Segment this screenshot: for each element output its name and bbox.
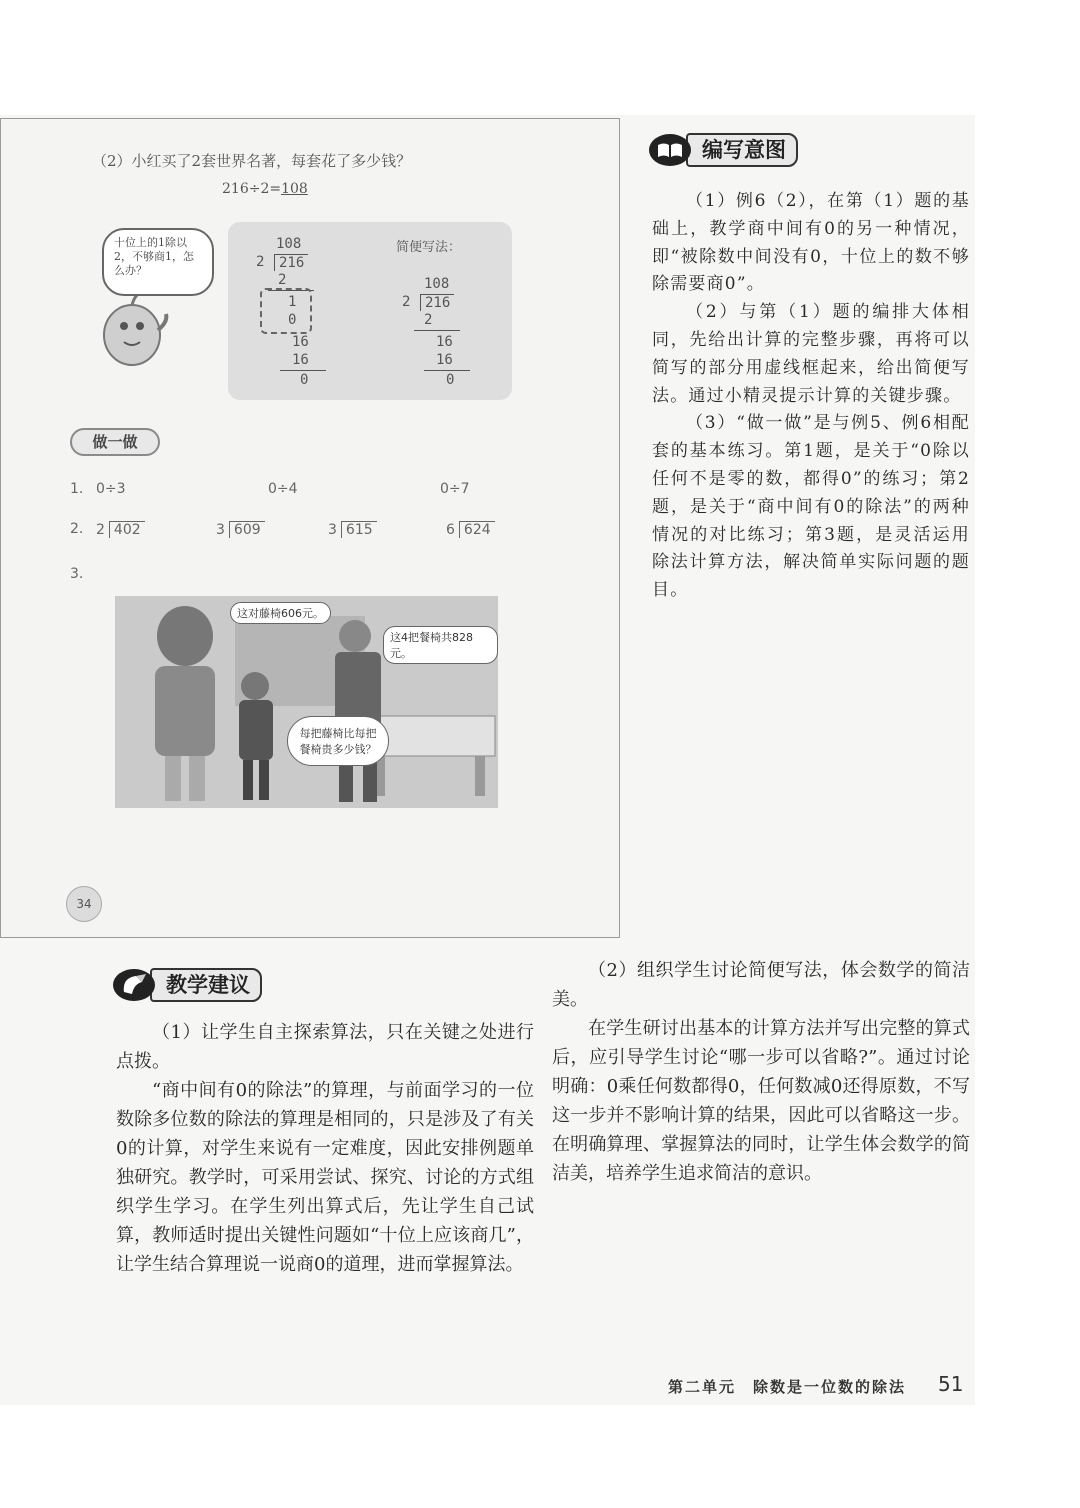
footer-page-number: 51 [938,1372,964,1396]
suggestion-left-column [116,1018,534,1279]
full-step-5: 16 [292,352,309,368]
short-method-title: 简便写法： [396,240,462,255]
sprite-hint-bubble: 十位上的1除以2，不够商1，怎么办？ [102,228,214,296]
calculation-box [228,222,512,400]
intent-paragraph: （2）与第（1）题的编排大体相同，先给出计算的完整步骤，再将可以简写的部分用虚线框起来，给出简便写法。通过小精灵提示计算的关键步骤。 [652,302,970,406]
equation-answer: 108 [281,181,308,197]
short-step-4: 0 [446,372,455,388]
question-2-equation [222,181,308,197]
suggestion-right-column [552,956,970,1188]
exercise-2-item: 3 609 [216,521,265,538]
short-step-3: 16 [436,352,453,368]
suggestion-paragraph: （2）组织学生讨论简便写法，体会数学的简洁美。 [552,960,970,1010]
intent-paragraph: （3）“做一做”是与例5、例6相配套的基本练习。第1题，是关于“0除以任何不是零的数，都得0”的练习；第2题，是关于“商中间有0的除法”的两种情况的对比练习；第3题，是灵活运用除法计算方法，解决简单实际问题的题目。 [652,413,970,601]
exercise-1-item: 0÷7 [440,481,470,497]
exercise-1-number: 1. [70,481,84,497]
short-divisor: 2 [402,294,411,310]
footer-unit-title: 第二单元 除数是一位数的除法 [668,1378,907,1396]
full-step-1: 2 [278,272,287,288]
exercise-2-item: 3 615 [328,521,377,538]
scene-speech-bubble: 这4把餐椅共828元。 [383,626,498,664]
full-quotient: 108 [276,236,302,252]
suggestion-paragraph: （1）让学生自主探索算法，只在关键之处进行点拨。 [116,1022,534,1072]
intent-body [652,188,970,605]
intent-paragraph: （1）例6（2），在第（1）题的基础上，教学商中间有0的另一种情况，即“被除数中间没有0，十位上的数不够除需要商0”。 [652,191,970,295]
suggestion-paragraph: 在学生研讨出基本的计算方法并写出完整的算式后，应引导学生讨论“哪一步可以省略?”。通过讨论明确：0乘任何数都得0，任何数减0还得原数，不写这一步并不影响计算的结果，因此可以省略这一步。在明确算理、掌握算法的同时，让学生体会数学的简洁美，培养学生追求简洁的意识。 [552,1018,970,1184]
exercise-2-item: 6 624 [446,521,495,538]
furniture-store-illustration [115,596,498,808]
full-step-2: 1 [288,294,297,310]
suggestion-heading [112,968,262,1002]
textbook-page-number: 34 [66,886,102,922]
short-dividend: 216 [420,294,454,311]
suggestion-title: 教学建议 [150,968,262,1002]
exercise-3-number: 3. [70,566,84,582]
question-2-text: （2）小红买了2套世界名著，每套花了多少钱？ [92,152,412,170]
suggestion-paragraph: “商中间有0的除法”的算理，与前面学习的一位数除多位数的除法的算理是相同的，只是涉及了有关0的计算，对学生来说有一定难度，因此安排例题单独研究。教学时，可采用尝试、探究、讨论的方式组织学生学习。在学生列出算式后，先让学生自己试算，教师适时提出关键性问题如“十位上应该商几”，让学生结合算理说一说商0的道理，进而掌握算法。 [116,1080,534,1275]
full-step-3: 0 [288,312,297,328]
divider-line [414,330,460,331]
divider-line [424,370,470,371]
full-step-6: 0 [300,372,309,388]
full-divisor: 2 [256,254,265,270]
exercise-2-number: 2. [70,521,84,537]
equation-left: 216÷2= [222,181,282,197]
divider-line [280,370,326,371]
scene-speech-bubble: 每把藤椅比每把餐椅贵多少钱？ [287,716,389,766]
full-dividend: 216 [274,254,308,271]
exercise-2-item: 2 402 [96,521,145,538]
open-book-icon [648,133,692,167]
exercise-1-item: 0÷3 [96,481,126,497]
short-step-2: 16 [436,334,453,350]
exercise-1-item: 0÷4 [268,481,298,497]
short-quotient: 108 [424,276,450,292]
short-step-1: 2 [424,312,433,328]
teaching-tip-icon [112,968,156,1002]
full-step-4: 16 [292,334,309,350]
intent-title: 编写意图 [686,133,798,167]
dashed-frame [260,288,312,334]
do-it-badge: 做一做 [70,428,160,456]
scene-speech-bubble: 这对藤椅606元。 [230,602,331,624]
intent-heading [648,133,798,167]
